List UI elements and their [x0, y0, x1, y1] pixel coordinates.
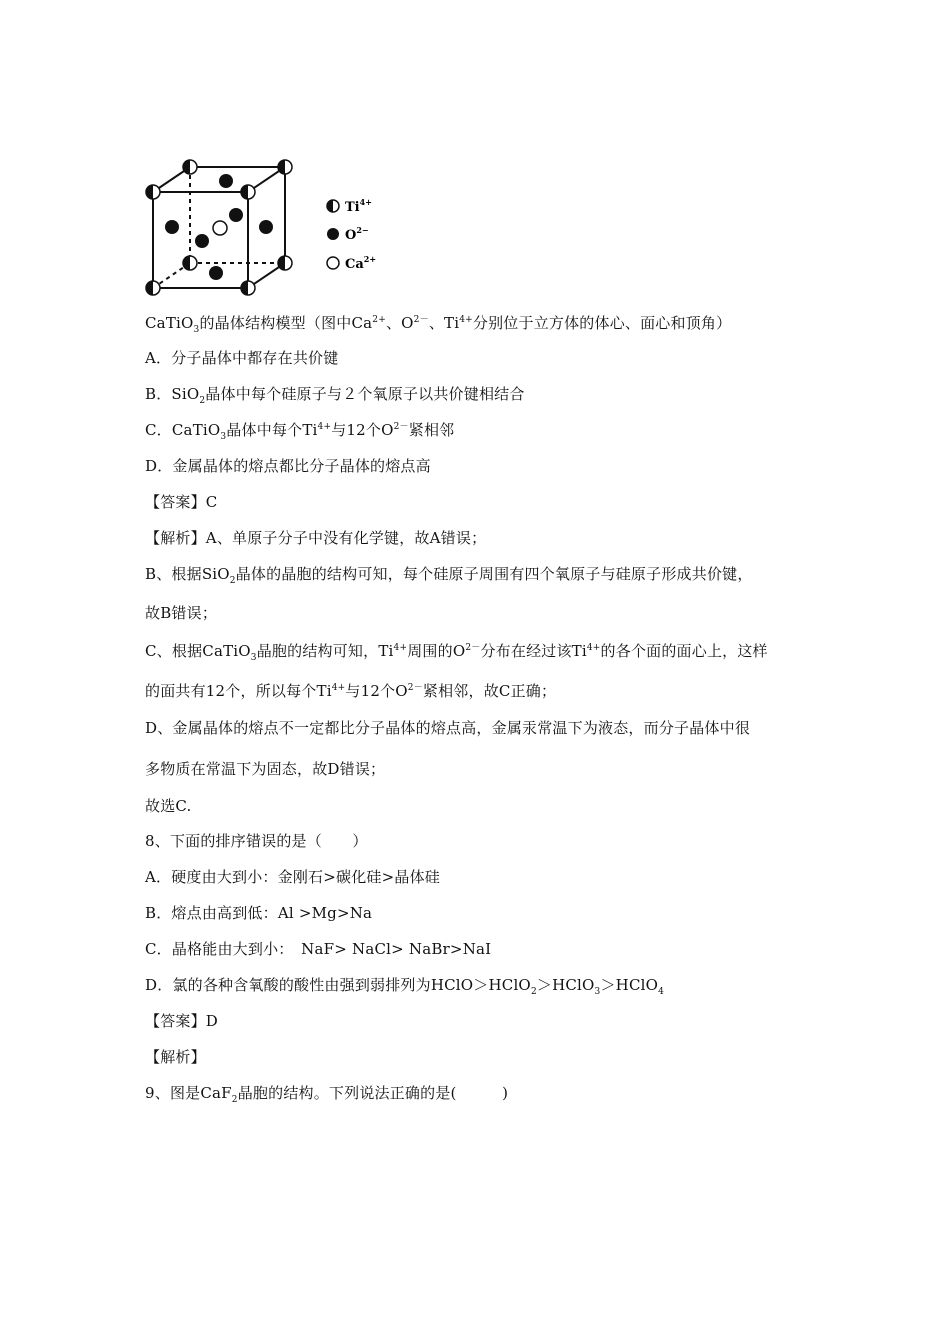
- q8-analysis: 【解析】: [145, 1048, 206, 1066]
- legend: [327, 197, 376, 272]
- legend-ti: $Ti^{4+}$: [345, 197, 372, 215]
- q7-analysis-c-line2: 的面共有12个，所以每个$Ti^{4+}$与12个$O^{2-}$紧相邻，故C正确；: [145, 682, 557, 700]
- titanium-ion: [241, 281, 255, 295]
- q7-analysis-d-line1: D、金属晶体的熔点不一定都比分子晶体的熔点高，金属汞常温下为液态，而分子晶体中很: [145, 719, 751, 737]
- titanium-ion: [146, 281, 160, 295]
- q7-answer: 【答案】C: [145, 493, 218, 511]
- titanium-ion: [241, 185, 255, 199]
- q7-conclusion: 故选C.: [145, 797, 192, 815]
- oxygen-ion: [209, 266, 223, 280]
- q7-option-b: B．SiO$_2$晶体中每个硅原子与２个氧原子以共价键相结合: [145, 385, 525, 406]
- oxygen-ion: [195, 234, 209, 248]
- q7-analysis-d-line2: 多物质在常温下为固态，故D错误；: [145, 760, 386, 778]
- filled-circle-icon: [327, 228, 339, 240]
- q7-option-d: D．金属晶体的熔点都比分子晶体的熔点高: [145, 457, 431, 475]
- legend-o: $O^{2-}$: [345, 225, 369, 243]
- q8-option-a: A．硬度由大到小：金刚石>碳化硅>晶体硅: [145, 868, 440, 886]
- q8-option-b: B．熔点由高到低：Al >Mg>Na: [145, 904, 373, 922]
- q8-option-c: C．晶格能由大到小： NaF> NaCl> NaBr>NaI: [145, 940, 492, 958]
- q7-analysis-a: 【解析】A、单原子分子中没有化学键，故A错误；: [145, 529, 487, 547]
- hollow-circle-icon: [327, 257, 339, 269]
- q8-stem: 8、下面的排序错误的是（ ）: [145, 832, 368, 850]
- oxygen-ion: [229, 208, 243, 222]
- q7-option-a: A．分子晶体中都存在共价键: [145, 349, 339, 367]
- q7-option-c: C．CaTiO$_3$晶体中每个$Ti^{4+}$与12个$O^{2-}$紧相邻: [145, 421, 455, 442]
- legend-ca: $Ca^{2+}$: [345, 254, 377, 272]
- oxygen-ion: [259, 220, 273, 234]
- q8-answer: 【答案】D: [145, 1012, 219, 1030]
- q8-option-d: D．氯的各种含氧酸的酸性由强到弱排列为HClO＞HClO$_2$＞HClO$_3$＞HClO$_4$: [145, 976, 665, 997]
- half-filled-circle-icon: [327, 200, 339, 212]
- catio3-crystal-figure: [140, 155, 400, 305]
- calcium-ion: [213, 221, 227, 235]
- cube-diagram: [140, 155, 400, 305]
- figure-caption: CaTiO$_3$的晶体结构模型（图中$Ca^{2+}$、$O^{2-}$、$Ti^{4+}$分别位于立方体的体心、面心和顶角）: [145, 314, 732, 335]
- titanium-ion: [183, 160, 197, 174]
- oxygen-ion: [165, 220, 179, 234]
- titanium-ion: [278, 160, 292, 174]
- oxygen-ion: [219, 174, 233, 188]
- q7-analysis-b-line2: 故B错误；: [145, 604, 218, 622]
- titanium-ion: [146, 185, 160, 199]
- q7-analysis-b-line1: B、根据SiO$_2$晶体的晶胞的结构可知，每个硅原子周围有四个氧原子与硅原子形成共价键，: [145, 565, 753, 586]
- q9-stem: 9、图是CaF$_2$晶胞的结构。下列说法正确的是( ): [145, 1084, 509, 1105]
- q7-analysis-c-line1: C、根据CaTiO$_3$晶胞的结构可知，$Ti^{4+}$周围的$O^{2-}$分布在经过该$Ti^{4+}$的各个面的面心上，这样: [145, 642, 768, 663]
- titanium-ion: [278, 256, 292, 270]
- titanium-ion: [183, 256, 197, 270]
